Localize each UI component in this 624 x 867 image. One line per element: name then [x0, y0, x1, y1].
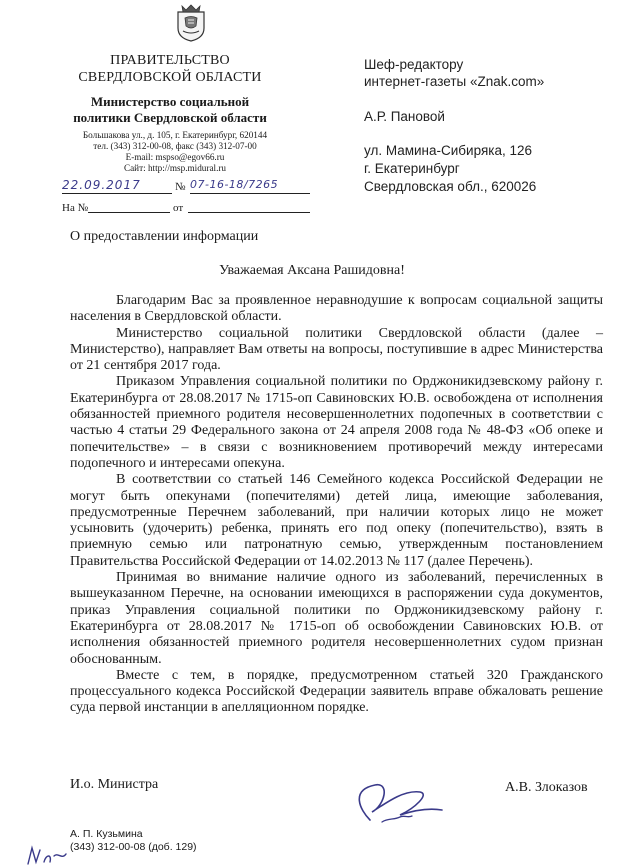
reference-number-line	[88, 212, 170, 213]
body-paragraph: Министерство социальной политики Свердловской области (далее – Министерство), направляет Вам ответы на вопросы, поступившие в адрес Министерства от 21 сентября 2017 года.	[70, 325, 603, 374]
body-paragraph: Благодарим Вас за проявленное неравнодушие к вопросам социальной защиты населения в Свердловской области.	[70, 293, 603, 325]
letter-greeting: Уважаемая Аксана Рашидовна!	[219, 263, 405, 278]
ministry-email: E-mail: mspso@egov66.ru	[125, 152, 225, 162]
government-title-line2: СВЕРДЛОВСКОЙ ОБЛАСТИ	[78, 70, 262, 85]
letter-body	[70, 293, 603, 717]
ministry-phone: тел. (343) 312-00-08, факс (343) 312-07-00	[93, 141, 257, 151]
addressee-region: Свердловская обл., 620026	[364, 179, 537, 194]
registration-number: 07-16-18/7265	[190, 178, 310, 194]
ministry-address: Большакова ул., д. 105, г. Екатеринбург, 620144	[82, 130, 268, 140]
reference-date-line	[188, 212, 310, 213]
government-title-line1: ПРАВИТЕЛЬСТВО	[110, 53, 230, 68]
signatory-role: И.о. Министра	[70, 777, 159, 792]
ministry-title-line2: политики Свердловской области	[73, 110, 267, 125]
performer-name: А. П. Кузьмина	[70, 828, 143, 840]
addressee-organization: интернет-газеты «Znak.com»	[364, 74, 545, 89]
addressee-city: г. Екатеринбург	[364, 161, 460, 176]
addressee-name: А.Р. Пановой	[364, 109, 445, 124]
registration-number-label: №	[175, 181, 186, 193]
letter-subject: О предоставлении информации	[70, 229, 259, 244]
body-paragraph: Вместе с тем, в порядке, предусмотренном статьей 320 Гражданского процессуального кодекса Российской Федерации заявитель вправе обжаловать решение суда первой инстанции в апелляционном порядке.	[70, 667, 603, 716]
handwritten-signature	[330, 770, 450, 830]
signatory-name: А.В. Злоказов	[505, 780, 588, 795]
body-paragraph: Принимая во внимание наличие одного из заболеваний, перечисленных в вышеуказанном Перечне, на основании имеющихся в распоряжении суда документов, приказ Управления социальной политики по Орджоникидзевскому району г. Екатеринбурга от 28.08.2017 № 1715-оп об освобождении Савиновских Ю.В. от исполнения обязанностей приемного родителя несовершеннолетних судом признан обоснованным.	[70, 570, 603, 667]
addressee-position: Шеф-редактору	[364, 57, 464, 72]
reference-number-label: На №	[62, 202, 89, 214]
body-paragraph: В соответствии со статьей 146 Семейного кодекса Российской Федерации не могут быть опекунами (попечителями) детей лица, имеющие заболевания, предусмотренные Перечнем заболеваний, при наличии которых лицо не может усыновить (удочерить) ребенка, принять его под опеку (попечительство), взять в приемную семью или патронатную семью, утвержденным постановлением Правительства Российской Федерации от 14.02.2013 № 117 (далее Перечень).	[70, 472, 603, 569]
performer-phone: (343) 312-00-08 (доб. 129)	[70, 841, 197, 853]
body-paragraph: Приказом Управления социальной политики по Орджоникидзевскому району г. Екатеринбурга от 28.08.2017 № 1715-оп Савиновских Ю.В. освобождена от исполнения обязанностей приемного родителя несовершеннолетних подопечных в соответствии с частью 4 статьи 29 Федерального закона от 24 апреля 2008 года № 48-ФЗ «Об опеке и попечительстве» – в связи с возникновением противоречий между интересами подопечного и интересами опекуна.	[70, 374, 603, 471]
registration-date: 22.09.2017	[62, 178, 172, 194]
handwritten-initials	[22, 842, 74, 867]
ministry-site: Сайт: http://msp.midural.ru	[123, 163, 227, 173]
ministry-title-line1: Министерство социальной	[90, 94, 250, 109]
addressee-street: ул. Мамина-Сибиряка, 126	[364, 143, 532, 158]
reference-date-label: от	[173, 202, 184, 214]
coat-of-arms-icon	[176, 4, 206, 42]
